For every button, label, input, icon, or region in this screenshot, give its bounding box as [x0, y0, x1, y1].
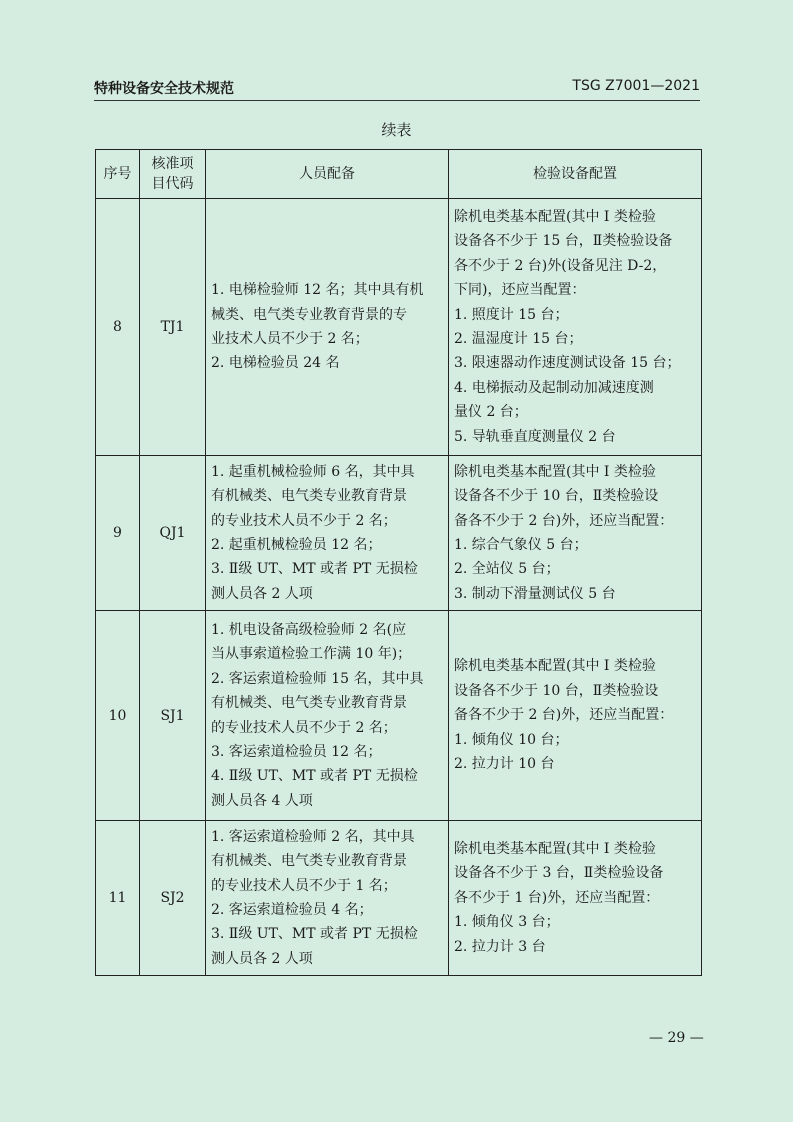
equipment-line: 2. 温湿度计 15 台；: [454, 331, 583, 347]
equipment-line: 1. 综合气象仪 5 台；: [454, 537, 588, 553]
cell-item-code: SJ2: [140, 821, 206, 976]
cell-item-code: QJ1: [140, 456, 206, 611]
staffing-line: 测人员各 2 人项: [211, 585, 313, 602]
cell-serial-no: 8: [96, 199, 140, 456]
cell-item-code: SJ1: [140, 611, 206, 821]
staffing-line: 2. 客运索道检验员 4 名；: [211, 902, 373, 918]
equipment-line: 设备各不少于 15 台，Ⅱ类检验设备: [454, 233, 673, 250]
cell-serial-no: 9: [96, 456, 140, 611]
equipment-line: 设备各不少于 10 台，Ⅱ类检验设: [454, 682, 659, 699]
equipment-line: 备各不少于 2 台)外，还应当配置：: [454, 707, 674, 724]
staffing-line: 2. 客运索道检验师 15 名，其中具: [211, 670, 424, 687]
staffing-line: 的专业技术人员不少于 2 名；: [211, 512, 397, 529]
staffing-line: 2. 起重机械检验员 12 名；: [211, 537, 382, 553]
equipment-line: 各不少于 2 台)外(设备见注 D-2，: [454, 257, 667, 274]
cell-equipment: [449, 821, 702, 976]
header-serial-no: 序号: [96, 150, 140, 199]
equipment-line: 除机电类基本配置(其中 Ⅰ 类检验: [454, 658, 656, 675]
equipment-line: 设备各不少于 10 台，Ⅱ类检验设: [454, 488, 659, 505]
staffing-line: 3. 客运索道检验员 12 名；: [211, 743, 382, 760]
cell-equipment: [449, 199, 702, 456]
cell-equipment: [449, 611, 702, 821]
equipment-line: 量仪 2 台；: [454, 404, 528, 421]
equipment-line: 1. 照度计 15 台；: [454, 306, 569, 323]
equipment-line: 4. 电梯振动及起制动加减速度测: [454, 379, 654, 396]
staffing-line: 测人员各 4 人项: [211, 792, 313, 809]
staffing-line: 3. Ⅱ级 UT、MT 或者 PT 无损检: [211, 561, 418, 578]
equipment-line: 下同)，还应当配置：: [454, 282, 586, 299]
staffing-line: 械类、电气类专业教育背景的专: [211, 306, 407, 323]
staffing-line: 当从事索道检验工作满 10 年)；: [211, 646, 412, 663]
table-caption: 续表: [381, 121, 412, 139]
staffing-line: 3. Ⅱ级 UT、MT 或者 PT 无损检: [211, 926, 418, 943]
header-equipment: 检验设备配置: [449, 150, 702, 199]
page-number: — 29 —: [649, 1030, 704, 1046]
header-item-code: 核准项 目代码: [140, 150, 206, 199]
cell-serial-no: 11: [96, 821, 140, 976]
equipment-line: 3. 制动下滑量测试仪 5 台: [454, 585, 616, 602]
staffing-line: 1. 起重机械检验师 6 名，其中具: [211, 463, 415, 480]
staffing-line: 的专业技术人员不少于 1 名；: [211, 877, 397, 894]
running-header: [94, 76, 700, 101]
equipment-line: 除机电类基本配置(其中 Ⅰ 类检验: [454, 840, 656, 857]
equipment-line: 2. 拉力计 10 台: [454, 756, 555, 773]
equipment-line: 除机电类基本配置(其中 Ⅰ 类检验: [454, 463, 656, 480]
staffing-line: 4. Ⅱ级 UT、MT 或者 PT 无损检: [211, 768, 418, 785]
equipment-line: 3. 限速器动作速度测试设备 15 台；: [454, 355, 681, 372]
equipment-line: 5. 导轨垂直度测量仪 2 台: [454, 428, 616, 445]
equipment-line: 1. 倾角仪 10 台；: [454, 731, 569, 748]
header-code: TSG Z7001—2021: [572, 78, 700, 94]
staffing-line: 1. 电梯检验师 12 名；其中具有机: [211, 282, 424, 299]
table-row: [96, 199, 702, 456]
equipment-line: 除机电类基本配置(其中 Ⅰ 类检验: [454, 208, 656, 225]
table-row: [96, 456, 702, 611]
equipment-line: 1. 倾角仪 3 台；: [454, 914, 560, 931]
equipment-line: 各不少于 1 台)外，还应当配置：: [454, 889, 660, 906]
cell-serial-no: 10: [96, 611, 140, 821]
cell-equipment: [449, 456, 702, 611]
header-staffing: 人员配备: [206, 150, 449, 199]
staffing-line: 1. 机电设备高级检验师 2 名(应: [211, 621, 407, 638]
equipment-line: 设备各不少于 3 台，Ⅱ类检验设备: [454, 865, 664, 882]
staffing-line: 的专业技术人员不少于 2 名；: [211, 719, 397, 736]
cell-staffing: [206, 821, 449, 976]
qualification-table: [95, 149, 702, 976]
staffing-line: 有机械类、电气类专业教育背景: [211, 695, 407, 712]
staffing-line: 有机械类、电气类专业教育背景: [211, 488, 407, 505]
staffing-line: 2. 电梯检验员 24 名: [211, 355, 340, 372]
equipment-line: 2. 全站仪 5 台；: [454, 561, 560, 578]
equipment-line: 2. 拉力计 3 台: [454, 938, 546, 955]
table-row: [96, 821, 702, 976]
header-title: 特种设备安全技术规范: [94, 81, 234, 97]
staffing-line: 测人员各 2 人项: [211, 950, 313, 967]
cell-staffing: [206, 199, 449, 456]
staffing-line: 业技术人员不少于 2 名；: [211, 331, 369, 347]
cell-staffing: [206, 456, 449, 611]
equipment-line: 备各不少于 2 台)外，还应当配置：: [454, 512, 674, 529]
staffing-line: 有机械类、电气类专业教育背景: [211, 853, 407, 870]
staffing-line: 1. 客运索道检验师 2 名，其中具: [211, 828, 415, 845]
table-row: [96, 611, 702, 821]
cell-staffing: [206, 611, 449, 821]
table-header-row: [96, 150, 702, 199]
cell-item-code: TJ1: [140, 199, 206, 456]
